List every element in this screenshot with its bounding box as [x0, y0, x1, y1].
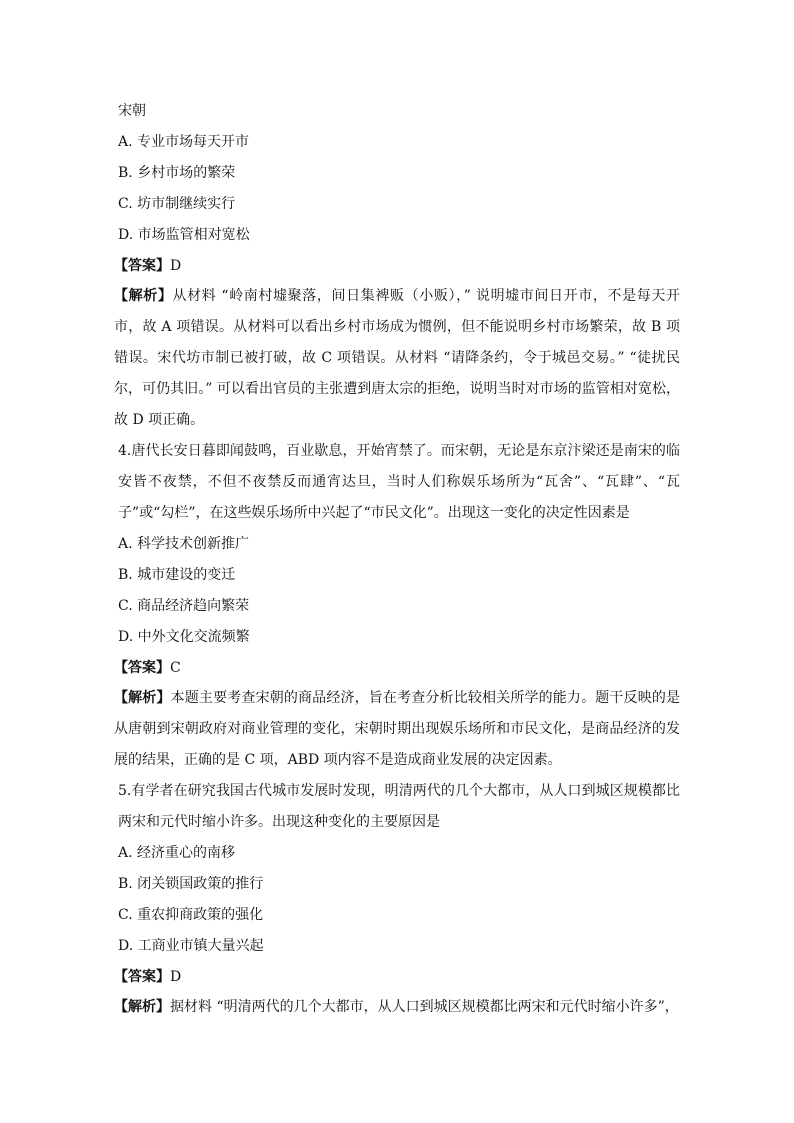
- q4-explanation: [114, 683, 680, 776]
- q5-option-d: D. 工商业市镇大量兴起: [118, 938, 264, 954]
- explanation-tag: 【解析】: [114, 999, 170, 1015]
- q3-option-d: D. 市场监管相对宽松: [118, 227, 250, 243]
- answer-tag: 【答案】: [114, 660, 170, 676]
- explanation-tag: 【解析】: [114, 288, 173, 304]
- q3-option-b: B. 乡村市场的繁荣: [118, 165, 236, 181]
- q3-explanation: [114, 281, 680, 436]
- explanation-text: 据材料 “明清两代的几个大都市，从人口到城区规模都比两宋和元代时缩小许多”，: [170, 999, 679, 1015]
- q4-answer: [114, 658, 680, 678]
- q3-option-c: C. 坊市制继续实行: [118, 196, 236, 212]
- explanation-tag: 【解析】: [114, 690, 171, 706]
- q4-option-b: B. 城市建设的变迁: [118, 567, 236, 583]
- q3-stem-tail: 宋朝: [118, 103, 146, 119]
- q5-answer: [114, 967, 680, 987]
- q4-option-d: D. 中外文化交流频繁: [118, 629, 250, 645]
- q3-answer: [114, 256, 680, 276]
- q4-stem: 4.唐代长安日暮即闻鼓鸣，百业歇息，开始宵禁了。而宋朝，无论是东京汴梁还是南宋的临安皆不夜禁，不但不夜禁反而通宵达旦，当时人们称娱乐场所为“瓦舍”、“瓦肆”、“瓦子”或“勾栏”，在这些娱乐场所中兴起了“市民文化”。出现这一变化的决定性因素是: [118, 443, 680, 521]
- explanation-text: 本题主要考查宋朝的商品经济，旨在考查分析比较相关所学的能力。题干反映的是从唐朝到宋朝政府对商业管理的变化，宋朝时期出现娱乐场所和市民文化，是商品经济的发展的结果，正确的是 C 项，ABD 项内容不是造成商业发展的决定因素。: [114, 690, 681, 768]
- q3-option-a: A. 专业市场每天开市: [118, 134, 250, 150]
- q5-stem: 5.有学者在研究我国古代城市发展时发现，明清两代的几个大都市，从人口到城区规模都比两宋和元代时缩小许多。出现这种变化的主要原因是: [118, 783, 680, 830]
- answer-value: D: [170, 258, 182, 274]
- answer-tag: 【答案】: [114, 258, 170, 274]
- answer-tag: 【答案】: [114, 969, 170, 985]
- answer-value: C: [170, 660, 181, 676]
- q4-option-c: C. 商品经济趋向繁荣: [118, 598, 250, 614]
- q5-option-a: A. 经济重心的南移: [118, 845, 236, 861]
- answer-value: D: [170, 969, 182, 985]
- document-page: [114, 101, 681, 1023]
- q5-option-c: C. 重农抑商政策的强化: [118, 907, 264, 923]
- explanation-text: 从材料 “岭南村墟聚落，间日集裨贩（小贩），” 说明墟市间日开市，不是每天开市，故 A 项错误。从材料可以看出乡村市场成为惯例，但不能说明乡村市场繁荣，故 B 项错误。宋代坊市制已被打破，故 C 项错误。从材料 “请降条约，令于城邑交易。” “徒扰民尔，可仍其旧。” 可以看出官员的主张遭到唐太宗的拒绝，说明当时对市场的监管相对宽松，故 D 项正确。: [114, 288, 681, 428]
- q5-explanation: [114, 992, 680, 1023]
- q5-option-b: B. 闭关锁国政策的推行: [118, 876, 264, 892]
- q4-option-a: A. 科学技术创新推广: [118, 536, 250, 552]
